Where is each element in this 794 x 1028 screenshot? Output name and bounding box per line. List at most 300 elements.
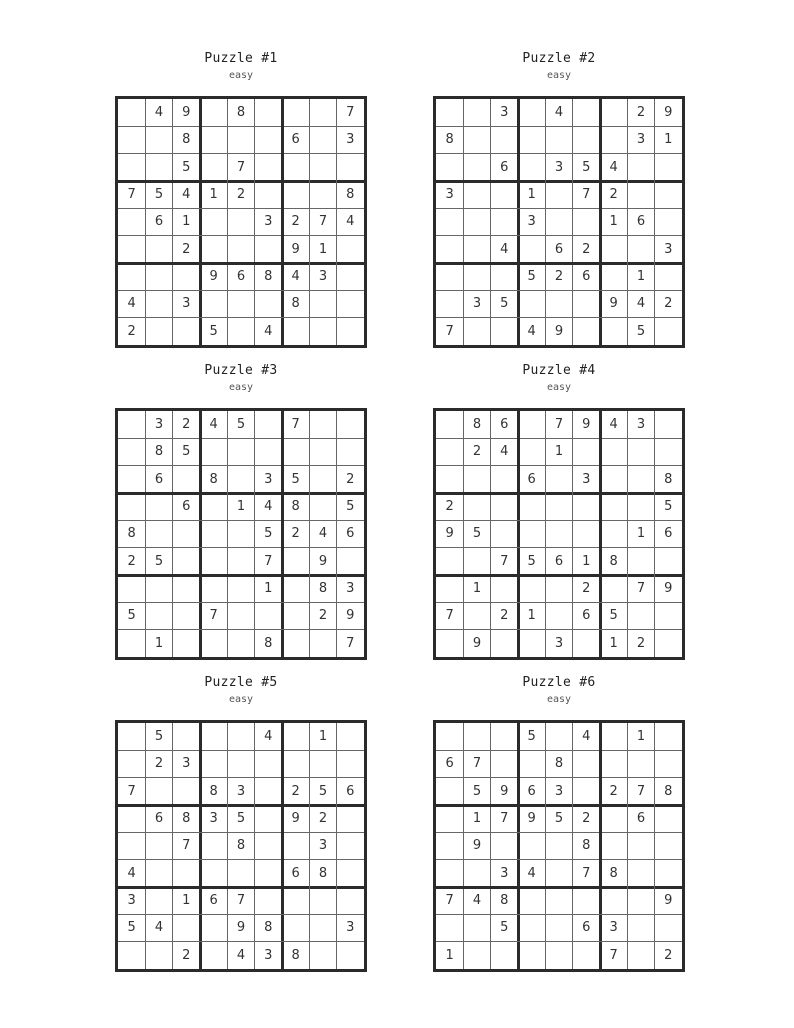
sudoku-cell-given: 4 — [236, 947, 246, 963]
sudoku-cell-empty — [545, 602, 572, 629]
sudoku-cell-empty — [309, 914, 336, 941]
puzzle-title: Puzzle #1 — [204, 51, 278, 66]
sudoku-cell-given: 4 — [636, 296, 646, 312]
sudoku-cell-given: 5 — [527, 729, 536, 745]
sudoku-cell-given: 3 — [582, 471, 591, 487]
sudoku-cell-given: 3 — [264, 214, 273, 230]
sudoku-cell-given: 1 — [472, 581, 482, 597]
sudoku-cell-empty — [573, 887, 600, 914]
sudoku-cell-empty — [118, 750, 145, 777]
sudoku-cell-empty — [255, 181, 282, 208]
sudoku-cell-given: 2 — [445, 499, 454, 515]
sudoku-cell-empty — [627, 181, 654, 208]
sudoku-cell-empty — [255, 778, 282, 805]
sudoku-cell-empty — [491, 493, 518, 520]
sudoku-cell-given: 8 — [182, 811, 191, 827]
sudoku-cell-given: 2 — [291, 783, 300, 799]
sudoku-cell-given: 7 — [264, 553, 273, 569]
sudoku-cell-given: 2 — [636, 635, 646, 651]
sudoku-cell-empty — [255, 438, 282, 465]
sudoku-cell-given: 2 — [664, 947, 673, 963]
sudoku-cell-empty — [573, 520, 600, 547]
sudoku-grid — [433, 408, 685, 660]
sudoku-cell-empty — [518, 832, 545, 859]
sudoku-cell-given: 5 — [127, 608, 136, 624]
sudoku-cell-given: 8 — [582, 838, 591, 854]
sudoku-cell-empty — [173, 723, 200, 750]
sudoku-cell-given: 3 — [664, 241, 673, 257]
sudoku-cell-empty — [282, 181, 309, 208]
sudoku-cell-empty — [655, 263, 682, 290]
sudoku-cell-empty — [227, 318, 254, 345]
sudoku-cell-empty — [545, 575, 572, 602]
sudoku-cell-given: 5 — [236, 811, 246, 827]
sudoku-cell-empty — [145, 832, 172, 859]
sudoku-cell-empty — [173, 914, 200, 941]
sudoku-cell-empty — [227, 438, 254, 465]
sudoku-cell-given: 6 — [209, 893, 218, 909]
sudoku-cell-given: 3 — [264, 947, 273, 963]
sudoku-cell-empty — [600, 466, 627, 493]
sudoku-cell-empty — [173, 630, 200, 657]
sudoku-cell-empty — [655, 548, 682, 575]
sudoku-cell-given: 7 — [445, 323, 454, 339]
sudoku-cell-given: 4 — [527, 865, 536, 881]
sudoku-cell-given: 5 — [472, 526, 482, 542]
sudoku-cell-empty — [118, 126, 145, 153]
sudoku-cell-given: 8 — [264, 269, 273, 285]
sudoku-cell-empty — [491, 318, 518, 345]
sudoku-cell-given: 8 — [236, 838, 246, 854]
sudoku-cell-empty — [463, 914, 490, 941]
sudoku-cell-given: 2 — [664, 296, 673, 312]
sudoku-cell-empty — [545, 466, 572, 493]
sudoku-cell-empty — [463, 493, 490, 520]
sudoku-cell-empty — [309, 630, 336, 657]
sudoku-cell-empty — [255, 126, 282, 153]
sudoku-cell-empty — [655, 411, 682, 438]
sudoku-cell-empty — [655, 438, 682, 465]
sudoku-cell-given: 4 — [318, 526, 328, 542]
sudoku-cell-given: 4 — [609, 417, 618, 433]
sudoku-cell-given: 4 — [154, 105, 164, 121]
sudoku-cell-empty — [463, 236, 490, 263]
sudoku-cell-empty — [255, 411, 282, 438]
sudoku-cell-given: 7 — [127, 187, 136, 203]
sudoku-cell-empty — [436, 466, 463, 493]
sudoku-cell-empty — [545, 832, 572, 859]
sudoku-cell-given: 3 — [346, 132, 355, 148]
sudoku-cell-given: 3 — [527, 214, 536, 230]
sudoku-cell-empty — [573, 778, 600, 805]
sudoku-cell-given: 9 — [291, 241, 300, 257]
sudoku-cell-empty — [545, 860, 572, 887]
sudoku-cell-given: 5 — [582, 159, 591, 175]
sudoku-cell-given: 1 — [664, 132, 673, 148]
sudoku-cell-empty — [655, 914, 682, 941]
sudoku-cell-empty — [173, 778, 200, 805]
sudoku-cell-given: 5 — [664, 499, 673, 515]
sudoku-cell-empty — [200, 290, 227, 317]
sudoku-cell-empty — [600, 318, 627, 345]
sudoku-cell-empty — [627, 154, 654, 181]
sudoku-cell-empty — [255, 887, 282, 914]
sudoku-cell-empty — [600, 126, 627, 153]
sudoku-cell-empty — [337, 438, 364, 465]
sudoku-cell-given: 4 — [500, 241, 509, 257]
sudoku-cell-empty — [337, 942, 364, 969]
sudoku-cell-given: 7 — [472, 756, 482, 772]
sudoku-cell-empty — [118, 208, 145, 235]
sudoku-cell-empty — [573, 290, 600, 317]
sudoku-cell-empty — [200, 548, 227, 575]
sudoku-cell-empty — [600, 887, 627, 914]
sudoku-cell-empty — [573, 493, 600, 520]
sudoku-cell-empty — [118, 723, 145, 750]
sudoku-cell-empty — [545, 493, 572, 520]
sudoku-cell-empty — [200, 832, 227, 859]
sudoku-cell-empty — [145, 126, 172, 153]
sudoku-cell-given: 1 — [318, 729, 328, 745]
sudoku-cell-empty — [118, 236, 145, 263]
sudoku-cell-given: 9 — [209, 269, 218, 285]
sudoku-cell-empty — [145, 154, 172, 181]
sudoku-cell-empty — [337, 860, 364, 887]
sudoku-cell-given: 9 — [318, 553, 328, 569]
sudoku-cell-given: 5 — [527, 269, 536, 285]
sudoku-cell-given: 5 — [636, 323, 646, 339]
sudoku-cell-empty — [600, 438, 627, 465]
sudoku-cell-empty — [118, 466, 145, 493]
sudoku-cell-given: 9 — [664, 893, 673, 909]
sudoku-cell-empty — [627, 493, 654, 520]
sudoku-cell-empty — [491, 520, 518, 547]
sudoku-cell-empty — [282, 887, 309, 914]
sudoku-cell-empty — [491, 832, 518, 859]
sudoku-cell-empty — [463, 208, 490, 235]
sudoku-cell-given: 5 — [182, 444, 191, 460]
sudoku-cell-given: 5 — [554, 811, 564, 827]
sudoku-cell-empty — [200, 438, 227, 465]
sudoku-cell-empty — [255, 805, 282, 832]
sudoku-cell-given: 6 — [291, 132, 300, 148]
sudoku-cell-empty — [573, 438, 600, 465]
sudoku-cell-given: 7 — [582, 187, 591, 203]
sudoku-cell-given: 1 — [527, 187, 536, 203]
sudoku-grid — [115, 96, 367, 348]
sudoku-cell-given: 9 — [582, 417, 591, 433]
sudoku-grid — [433, 720, 685, 972]
sudoku-cell-empty — [227, 290, 254, 317]
sudoku-cell-given: 8 — [609, 865, 618, 881]
sudoku-cell-empty — [545, 290, 572, 317]
sudoku-cell-given: 7 — [318, 214, 328, 230]
puzzle-title: Puzzle #2 — [522, 51, 596, 66]
sudoku-cell-empty — [436, 263, 463, 290]
sudoku-cell-given: 6 — [154, 811, 164, 827]
sudoku-cell-given: 5 — [291, 471, 300, 487]
sudoku-cell-given: 6 — [636, 811, 646, 827]
sudoku-cell-given: 3 — [609, 920, 618, 936]
sudoku-cell-empty — [436, 805, 463, 832]
sudoku-cell-given: 5 — [182, 159, 191, 175]
sudoku-cell-empty — [227, 723, 254, 750]
sudoku-cell-empty — [282, 723, 309, 750]
sudoku-cell-empty — [227, 236, 254, 263]
sudoku-cell-given: 4 — [264, 729, 273, 745]
sudoku-cell-empty — [309, 942, 336, 969]
sudoku-cell-empty — [145, 493, 172, 520]
sudoku-cell-given: 9 — [346, 608, 355, 624]
sudoku-cell-given: 5 — [500, 920, 509, 936]
sudoku-cell-empty — [518, 750, 545, 777]
sudoku-cell-given: 8 — [236, 105, 246, 121]
sudoku-cell-given: 5 — [209, 323, 218, 339]
sudoku-cell-empty — [436, 438, 463, 465]
sudoku-cell-empty — [173, 548, 200, 575]
sudoku-cell-empty — [491, 181, 518, 208]
sudoku-cell-given: 7 — [582, 865, 591, 881]
sudoku-cell-empty — [337, 548, 364, 575]
sudoku-cell-empty — [227, 602, 254, 629]
sudoku-cell-given: 6 — [346, 526, 355, 542]
sudoku-cell-given: 1 — [609, 635, 618, 651]
sudoku-cell-empty — [145, 520, 172, 547]
sudoku-cell-given: 4 — [500, 444, 509, 460]
sudoku-cell-given: 6 — [346, 783, 355, 799]
sudoku-cell-empty — [118, 99, 145, 126]
sudoku-cell-empty — [436, 832, 463, 859]
sudoku-cell-empty — [200, 575, 227, 602]
sudoku-cell-given: 2 — [182, 947, 191, 963]
sudoku-cell-empty — [282, 318, 309, 345]
sudoku-cell-empty — [436, 99, 463, 126]
sudoku-grid — [115, 408, 367, 660]
sudoku-cell-given: 6 — [500, 159, 509, 175]
sudoku-cell-empty — [337, 263, 364, 290]
sudoku-cell-given: 4 — [182, 187, 191, 203]
sudoku-cell-empty — [145, 942, 172, 969]
sudoku-cell-empty — [655, 805, 682, 832]
sudoku-cell-empty — [309, 493, 336, 520]
sudoku-cell-given: 6 — [582, 269, 591, 285]
sudoku-cell-empty — [173, 860, 200, 887]
sudoku-cell-empty — [200, 942, 227, 969]
sudoku-cell-empty — [545, 208, 572, 235]
sudoku-cell-empty — [463, 548, 490, 575]
puzzle-difficulty: easy — [228, 70, 254, 81]
sudoku-cell-empty — [491, 466, 518, 493]
sudoku-cell-empty — [463, 126, 490, 153]
sudoku-cell-given: 8 — [209, 471, 218, 487]
sudoku-cell-given: 7 — [346, 635, 355, 651]
sudoku-cell-given: 5 — [154, 187, 164, 203]
sudoku-cell-empty — [282, 832, 309, 859]
sudoku-cell-empty — [118, 493, 145, 520]
sudoku-cell-empty — [627, 887, 654, 914]
sudoku-cell-given: 1 — [182, 214, 191, 230]
sudoku-cell-empty — [118, 154, 145, 181]
sudoku-cell-given: 4 — [154, 920, 164, 936]
sudoku-cell-empty — [600, 236, 627, 263]
sudoku-cell-empty — [309, 887, 336, 914]
sudoku-cell-empty — [545, 914, 572, 941]
sudoku-cell-empty — [491, 942, 518, 969]
sudoku-cell-empty — [173, 520, 200, 547]
sudoku-cell-given: 7 — [500, 811, 509, 827]
sudoku-cell-given: 9 — [291, 811, 300, 827]
sudoku-cell-given: 7 — [209, 608, 218, 624]
sudoku-cell-empty — [491, 208, 518, 235]
sudoku-cell-given: 5 — [154, 553, 164, 569]
puzzle-difficulty: easy — [228, 694, 254, 705]
sudoku-cell-given: 6 — [582, 608, 591, 624]
sudoku-cell-empty — [600, 805, 627, 832]
sudoku-cell-given: 2 — [636, 105, 646, 121]
sudoku-cell-given: 1 — [472, 811, 482, 827]
sudoku-cell-empty — [309, 318, 336, 345]
sudoku-cell-empty — [282, 750, 309, 777]
sudoku-cell-empty — [337, 832, 364, 859]
sudoku-cell-given: 2 — [554, 269, 564, 285]
sudoku-cell-empty — [200, 723, 227, 750]
sudoku-cell-given: 2 — [582, 811, 591, 827]
sudoku-cell-empty — [255, 154, 282, 181]
sudoku-cell-empty — [173, 602, 200, 629]
sudoku-cell-empty — [118, 630, 145, 657]
sudoku-cell-empty — [309, 181, 336, 208]
sudoku-cell-empty — [255, 832, 282, 859]
sudoku-cell-given: 6 — [554, 241, 564, 257]
sudoku-cell-given: 6 — [445, 756, 454, 772]
sudoku-cell-empty — [309, 99, 336, 126]
sudoku-cell-empty — [655, 630, 682, 657]
sudoku-cell-given: 9 — [554, 323, 564, 339]
sudoku-cell-empty — [627, 860, 654, 887]
sudoku-cell-given: 7 — [636, 581, 646, 597]
sudoku-cell-empty — [491, 723, 518, 750]
sudoku-cell-given: 6 — [291, 865, 300, 881]
sudoku-cell-empty — [518, 236, 545, 263]
sudoku-cell-empty — [545, 181, 572, 208]
sudoku-cell-given: 9 — [609, 296, 618, 312]
sudoku-cell-empty — [463, 860, 490, 887]
sudoku-cell-given: 4 — [291, 269, 300, 285]
sudoku-cell-given: 2 — [609, 187, 618, 203]
sudoku-cell-empty — [227, 208, 254, 235]
sudoku-cell-given: 3 — [346, 581, 355, 597]
sudoku-cell-given: 2 — [182, 241, 191, 257]
sudoku-cell-empty — [600, 99, 627, 126]
sudoku-grid — [433, 96, 685, 348]
sudoku-cell-given: 5 — [154, 729, 164, 745]
sudoku-cell-given: 4 — [527, 323, 536, 339]
sudoku-cell-empty — [436, 208, 463, 235]
sudoku-cell-empty — [655, 208, 682, 235]
sudoku-cell-empty — [655, 154, 682, 181]
sudoku-cell-given: 4 — [264, 323, 273, 339]
sudoku-cell-given: 2 — [291, 214, 300, 230]
sudoku-cell-given: 9 — [664, 581, 673, 597]
sudoku-cell-empty — [627, 466, 654, 493]
sudoku-cell-given: 8 — [209, 783, 218, 799]
sudoku-cell-given: 7 — [500, 553, 509, 569]
sudoku-cell-empty — [118, 438, 145, 465]
sudoku-cell-empty — [255, 860, 282, 887]
sudoku-cell-empty — [227, 520, 254, 547]
sudoku-cell-empty — [573, 208, 600, 235]
sudoku-cell-given: 9 — [472, 635, 482, 651]
sudoku-cell-empty — [518, 438, 545, 465]
puzzle-title: Puzzle #4 — [522, 363, 596, 378]
sudoku-cell-given: 3 — [318, 269, 328, 285]
sudoku-cell-empty — [655, 832, 682, 859]
sudoku-cell-empty — [282, 154, 309, 181]
sudoku-cell-given: 2 — [236, 187, 246, 203]
sudoku-cell-empty — [545, 126, 572, 153]
sudoku-cell-given: 3 — [182, 756, 191, 772]
sudoku-cell-empty — [463, 263, 490, 290]
sudoku-cell-given: 7 — [636, 783, 646, 799]
sudoku-cell-empty — [655, 750, 682, 777]
sudoku-cell-empty — [491, 750, 518, 777]
sudoku-cell-given: 9 — [664, 105, 673, 121]
sudoku-cell-empty — [282, 575, 309, 602]
sudoku-cell-given: 4 — [264, 499, 273, 515]
sudoku-cell-empty — [518, 493, 545, 520]
sudoku-cell-empty — [627, 750, 654, 777]
sudoku-cell-empty — [227, 548, 254, 575]
sudoku-cell-empty — [118, 411, 145, 438]
sudoku-cell-given: 7 — [445, 608, 454, 624]
sudoku-cell-given: 7 — [236, 893, 246, 909]
sudoku-cell-given: 9 — [527, 811, 536, 827]
sudoku-cell-empty — [463, 154, 490, 181]
sudoku-cell-given: 2 — [472, 444, 482, 460]
sudoku-cell-given: 3 — [182, 296, 191, 312]
sudoku-cell-empty — [573, 126, 600, 153]
sudoku-cell-given: 7 — [609, 947, 618, 963]
sudoku-cell-empty — [436, 236, 463, 263]
sudoku-cell-empty — [655, 860, 682, 887]
sudoku-cell-empty — [600, 493, 627, 520]
puzzle-difficulty: easy — [546, 382, 572, 393]
sudoku-cell-empty — [145, 318, 172, 345]
sudoku-cell-empty — [436, 290, 463, 317]
sudoku-cell-given: 2 — [346, 471, 355, 487]
sudoku-cell-empty — [282, 548, 309, 575]
sudoku-cell-given: 2 — [182, 417, 191, 433]
sudoku-cell-given: 7 — [236, 159, 246, 175]
sudoku-cell-given: 5 — [527, 553, 536, 569]
sudoku-cell-given: 1 — [636, 526, 646, 542]
sudoku-cell-empty — [200, 860, 227, 887]
sudoku-cell-given: 1 — [554, 444, 564, 460]
sudoku-cell-empty — [145, 602, 172, 629]
sudoku-cell-empty — [573, 318, 600, 345]
sudoku-cell-given: 5 — [127, 920, 136, 936]
sudoku-cell-given: 8 — [664, 471, 673, 487]
sudoku-cell-empty — [118, 942, 145, 969]
sudoku-cell-empty — [255, 236, 282, 263]
sudoku-cell-empty — [309, 154, 336, 181]
sudoku-cell-empty — [436, 860, 463, 887]
sudoku-cell-given: 4 — [346, 214, 355, 230]
sudoku-cell-given: 6 — [527, 471, 536, 487]
sudoku-cell-empty — [337, 290, 364, 317]
sudoku-cell-given: 5 — [500, 296, 509, 312]
sudoku-cell-empty — [309, 126, 336, 153]
